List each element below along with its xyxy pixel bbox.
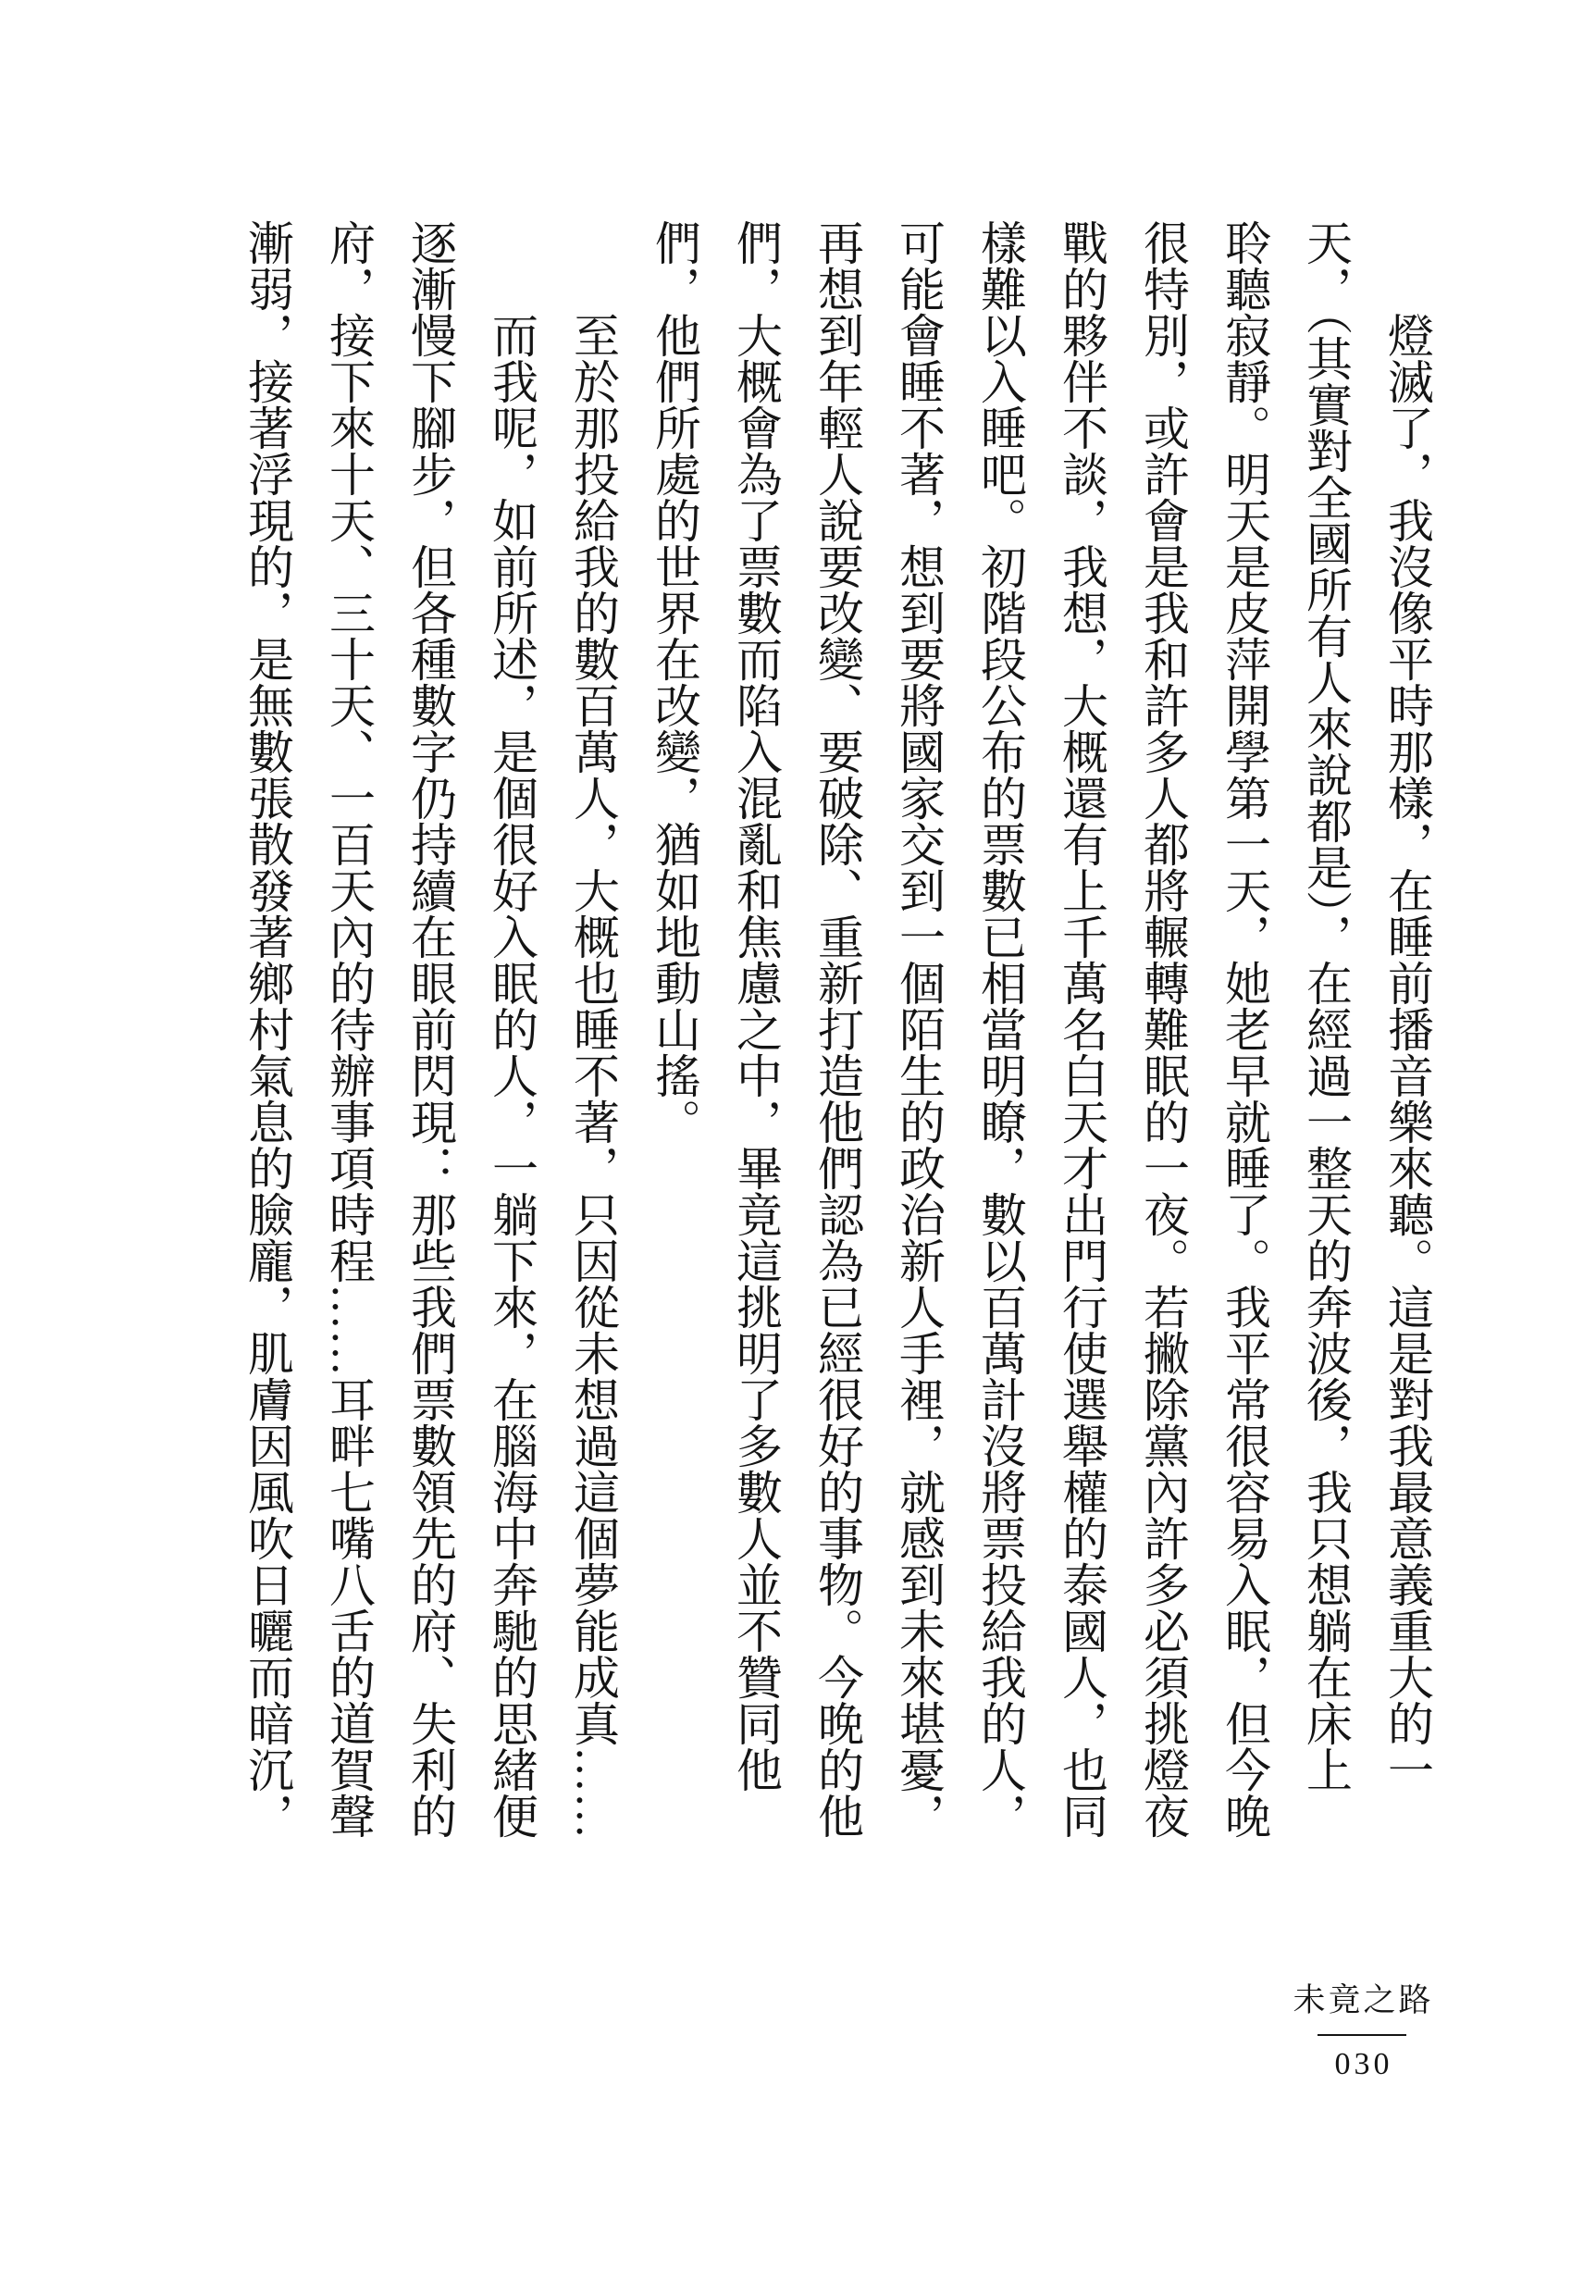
text-column-15: 漸弱，接著浮現的，是無數張散發著鄉村氣息的臉龐，肌膚因風吹日曬而暗沉， (241, 219, 293, 1839)
text-column-10: 們，他們所處的世界在改變，猶如地動山搖。 (649, 219, 700, 1145)
text-column-12: 而我呢，如前所述，是個很好入眠的人，一躺下來，在腦海中奔馳的思緒便 (486, 312, 538, 1839)
text-column-6: 樣難以入睡吧。初階段公布的票數已相當明瞭，數以百萬計沒將票投給我的人， (974, 219, 1026, 1839)
text-column-2: 天，（其實對全國所有人來說都是），在經過一整天的奔波後，我只想躺在床上 (1300, 219, 1352, 1793)
text-column-13: 逐漸慢下腳步，但各種數字仍持續在眼前閃現：那些我們票數領先的府、失利的 (404, 219, 456, 1839)
text-column-7: 可能會睡不著，想到要將國家交到一個陌生的政治新人手裡，就感到未來堪憂， (893, 219, 945, 1839)
text-column-8: 再想到年輕人說要改變、要破除、重新打造他們認為已經很好的事物。今晚的他 (811, 219, 863, 1839)
footer-divider-line (1318, 2034, 1406, 2036)
page-number: 030 (1334, 2047, 1393, 2081)
book-title: 未竟之路 (1293, 1982, 1434, 2018)
text-column-1: 燈滅了，我沒像平時那樣，在睡前播音樂來聽。這是對我最意義重大的一 (1381, 312, 1433, 1793)
text-column-3: 聆聽寂靜。明天是皮萍開學第一天，她老早就睡了。我平常很容易入眠，但今晚 (1219, 219, 1270, 1839)
text-column-4: 很特別，或許會是我和許多人都將輾轉難眠的一夜。若撇除黨內許多必須挑燈夜 (1137, 219, 1189, 1839)
text-column-9: 們，大概會為了票數而陷入混亂和焦慮之中，畢竟這挑明了多數人並不贊同他 (730, 219, 782, 1793)
text-column-11: 至於那投給我的數百萬人，大概也睡不著，只因從未想過這個夢能成真…… (567, 312, 619, 1839)
text-column-14: 府，接下來十天、三十天、一百天內的待辦事項時程……耳畔七嘴八舌的道賀聲 (323, 219, 375, 1839)
text-column-5: 戰的夥伴不談，我想，大概還有上千萬名白天才出門行使選舉權的泰國人，也同 (1056, 219, 1107, 1839)
page-footer (1291, 1980, 1433, 2082)
